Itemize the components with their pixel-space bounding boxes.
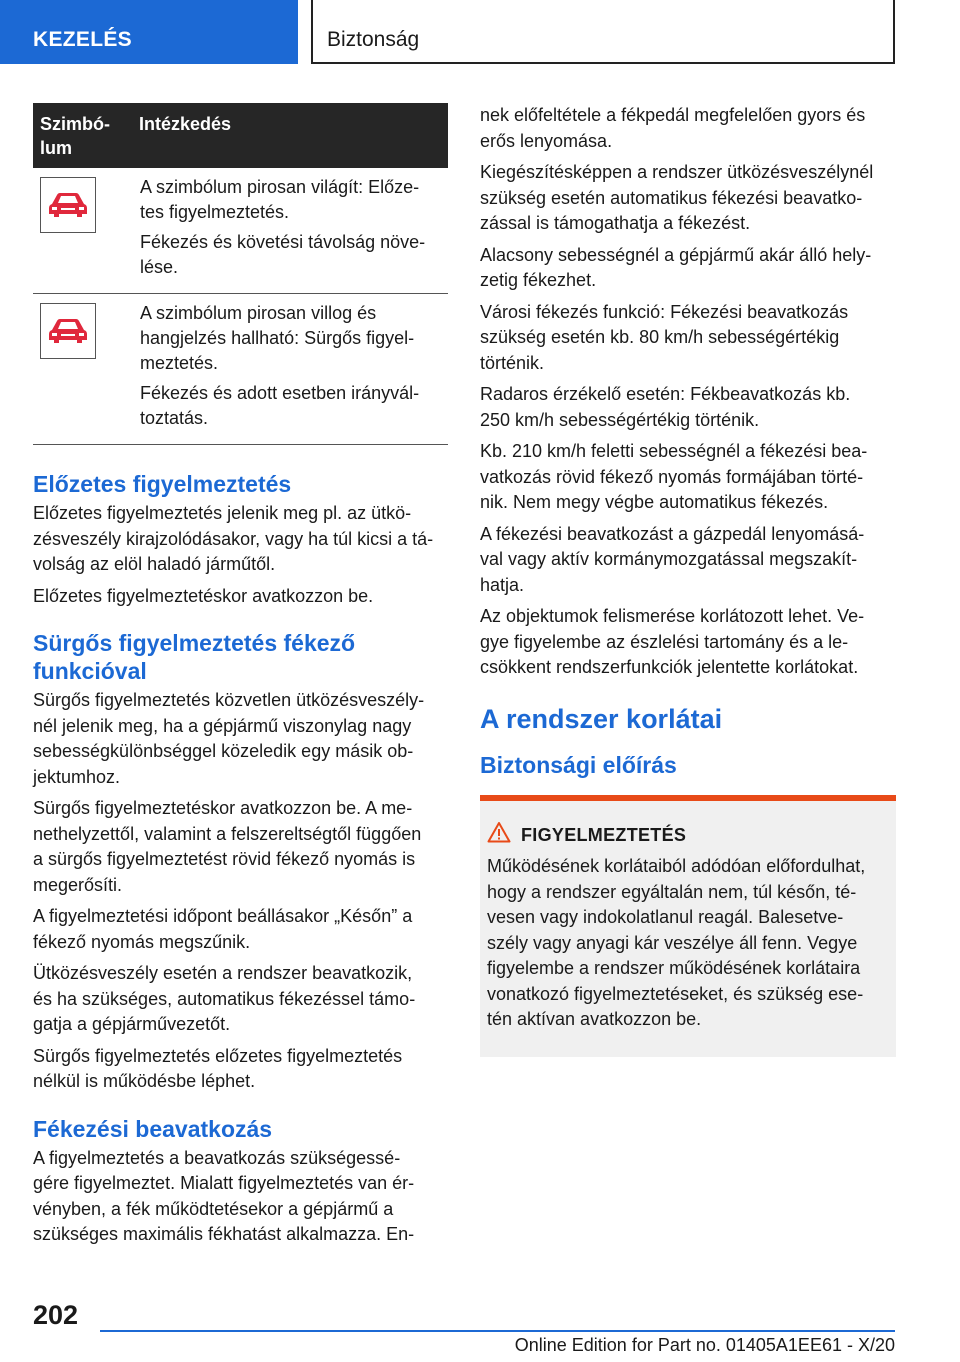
- footer-edition: Online Edition for Part no. 01405A1EE61 - X/20: [514, 1335, 895, 1355]
- heading-brake-intervention: Fékezési beavatkozás: [33, 1115, 273, 1142]
- warning-title-row: [487, 821, 888, 851]
- paragraph: A figyelmeztetési időpont beállásakor „Későn” a fékező nyomás megszűnik.: [33, 906, 413, 952]
- header-topic-label: Biztonság: [327, 28, 420, 51]
- paragraph: nek előfeltétele a fékpedál megfelelően gyors és erős lenyomása.: [480, 105, 866, 151]
- table-row: [33, 294, 448, 445]
- warning-box: [480, 795, 896, 1057]
- paragraph: Kiegészítésképpen a rendszer ütközésveszélynél szükség esetén automatikus fékezési beavatko- zással is támogathatja a fékezést.: [480, 162, 874, 233]
- paragraph: Előzetes figyelmeztetés jelenik meg pl. az ütkö- zésveszély kirajzolódásakor, vagy ha túl kicsi a tá- volság az elöl haladó járműtől.: [33, 503, 434, 574]
- heading-pre-warning: Előzetes figyelmeztetés: [33, 471, 292, 497]
- paragraph: Sürgős figyelmeztetés előzetes figyelmeztetés nélkül is működésbe léphet.: [33, 1045, 403, 1091]
- paragraph: A fékezési beavatkozást a gázpedál lenyomásá- val vagy aktív kormánymozgatással megszakít- hatja.: [480, 523, 865, 595]
- paragraph: Előzetes figyelmeztetéskor avatkozzon be.: [33, 585, 374, 606]
- table-cell-text: A szimbólum pirosan villog és hangjelzés hallható: Sürgős figyel- meztetés.: [140, 303, 415, 373]
- paragraph: A figyelmeztetés a beavatkozás szükségessé- gére figyelmeztet. Mialatt figyelmeztetés van ér- vényben, a fék működtetésekor a gépjármű a szükséges maximális fékhatást alkalmazza. En-: [33, 1147, 415, 1244]
- paragraph: Ütközésveszély esetén a rendszer beavatkozik, és ha szükséges, automatikus fékezéssel támo- gatja a gépjárművezetőt.: [33, 963, 416, 1034]
- table-cell-text: A szimbólum pirosan világít: Előze- tes figyelmeztetés.: [140, 177, 420, 222]
- paragraph: Radaros érzékelő esetén: Fékbeavatkozás kb. 250 km/h sebességértékig történik.: [480, 384, 851, 430]
- heading-urgent-warning: Sürgős figyelmeztetés fékező funkcióval: [33, 630, 356, 684]
- table-header-action: Intézkedés: [132, 103, 448, 168]
- left-column: [33, 103, 448, 1254]
- paragraph: Az objektumok felismerése korlátozott lehet. Ve- gye figyelembe az észlelési tartomány és a le- csökkent rendszerfunkciók jelentette korlátokat.: [480, 606, 865, 677]
- paragraph: Alacsony sebességnél a gépjármű akár álló hely- zetig fékezhet.: [480, 244, 872, 290]
- warning-title: FIGYELMEZTETÉS: [521, 824, 687, 845]
- paragraph: Sürgős figyelmeztetés közvetlen ütközésveszély- nél jelenik meg, ha a gépjármű viszonylag nagy sebességkülönbséggel közeledik egy másik ob- jektumhoz.: [33, 690, 425, 787]
- table-header-symbol: Szimbó- lum: [33, 103, 132, 168]
- warning-text: Működésének korlátaiból adódóan előfordulhat, hogy a rendszer egyáltalán nem, túl későn, té- vesen vagy indokolatlanul reagál. Balesetve- szély vagy anyagi kár veszélye áll fenn. Vegye figyelembe a rendszer működésének korlátaira vonatkozó figyelmeztetéseket, és szükség ese- tén aktívan avatkozzon be.: [487, 856, 866, 1029]
- header-section-label: KEZELÉS: [33, 28, 132, 51]
- page-number: 202: [33, 1300, 79, 1330]
- table-cell-text: Fékezés és adott esetben irányvál- toztatás.: [140, 383, 420, 428]
- table-row: [33, 168, 448, 294]
- car-warning-icon: [40, 303, 96, 359]
- footer-divider: [100, 1330, 895, 1332]
- paragraph: Sürgős figyelmeztetéskor avatkozzon be. A me- nethelyzettől, valamint a felszereltségtől függően a sürgős figyelmeztetést rövid fékező nyomás is megerősíti.: [33, 798, 422, 895]
- table-cell-text: Fékezés és követési távolság növe- lése.: [140, 232, 426, 277]
- heading-system-limits: A rendszer korlátai: [480, 703, 723, 734]
- symbol-table: [33, 103, 448, 445]
- car-warning-icon: [40, 177, 96, 233]
- table-header-row: [33, 103, 448, 168]
- warning-triangle-icon: [487, 821, 511, 851]
- header-section-tab: [0, 0, 298, 64]
- paragraph: Kb. 210 km/h feletti sebességnél a fékezési bea- vatkozás rövid fékező nyomás formájában törté- nik. Nem megy végbe automatikus fékezés.: [480, 441, 868, 512]
- right-column: [480, 103, 896, 1057]
- header-topic-tab: [311, 0, 895, 64]
- paragraph: Városi fékezés funkció: Fékezési beavatkozás szükség esetén kb. 80 km/h sebességértékig történik.: [480, 301, 849, 373]
- heading-safety-notice: Biztonsági előírás: [480, 751, 677, 778]
